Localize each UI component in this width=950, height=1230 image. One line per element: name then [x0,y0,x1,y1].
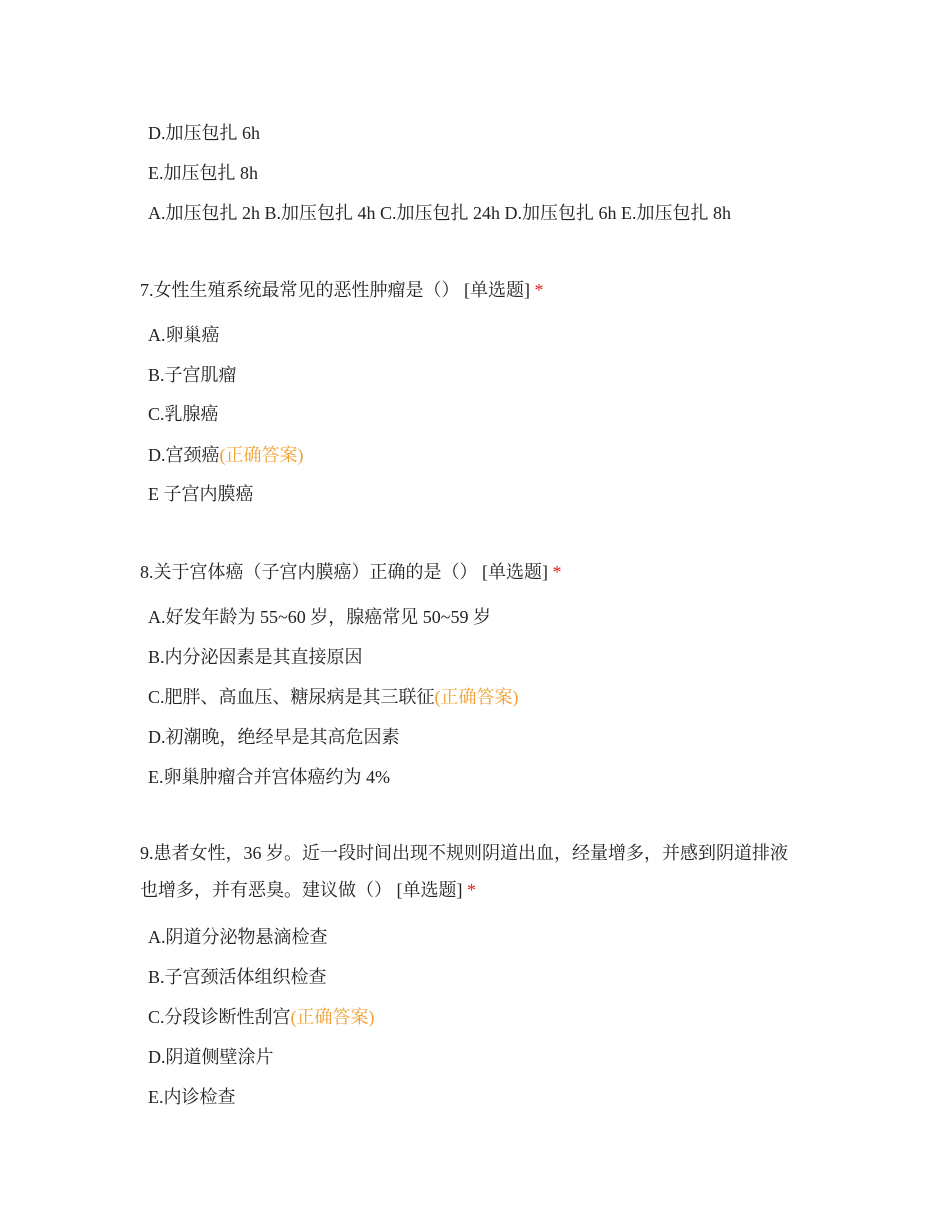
q7-option-c[interactable]: C.乳腺癌 [148,404,219,424]
prev-option-e: E.加压包扎 8h [148,163,258,183]
q7-option-b[interactable]: B.子宫肌瘤 [148,365,237,385]
q7-option-a[interactable]: A.卵巢癌 [148,325,220,345]
q9-option-e[interactable]: E.内诊检查 [148,1087,236,1107]
option-text: D.宫颈癌 [148,445,220,465]
q7-option-d[interactable] [148,443,304,467]
option-text: C.肥胖、高血压、糖尿病是其三联征 [148,687,435,707]
question-7-title [140,278,544,302]
correct-answer-tag: (正确答案) [219,445,304,465]
correct-answer-tag: (正确答案) [434,687,519,707]
question-text: 也增多，并有恶臭。建议做（） [单选题] [140,880,463,900]
q8-option-d[interactable]: D.初潮晚，绝经早是其高危因素 [148,727,400,747]
option-text: C.分段诊断性刮宫 [148,1007,291,1027]
question-8-title [140,560,562,584]
q8-option-b[interactable]: B.内分泌因素是其直接原因 [148,647,363,667]
required-mark: * [534,280,544,300]
question-text: 7.女性生殖系统最常见的恶性肿瘤是（） [单选题] [140,280,530,300]
prev-options-summary: A.加压包扎 2h B.加压包扎 4h C.加压包扎 24h D.加压包扎 6h E.加压包扎 8h [148,203,732,223]
q7-option-e[interactable]: E 子宫内膜癌 [148,484,254,504]
q9-option-a[interactable]: A.阴道分泌物悬滴检查 [148,927,328,947]
question-text: 8.关于宫体癌（子宫内膜癌）正确的是（） [单选题] [140,562,548,582]
question-9-title-line2 [140,878,476,902]
q9-option-b[interactable]: B.子宫颈活体组织检查 [148,967,327,987]
question-9-title-line1: 9.患者女性，36 岁。近一段时间出现不规则阴道出血，经量增多，并感到阴道排液 [140,843,788,863]
prev-option-d: D.加压包扎 6h [148,123,260,143]
correct-answer-tag: (正确答案) [290,1007,375,1027]
q9-option-c[interactable] [148,1005,375,1029]
q9-option-d[interactable]: D.阴道侧壁涂片 [148,1047,274,1067]
q8-option-e[interactable]: E.卵巢肿瘤合并宫体癌约为 4% [148,767,390,787]
q8-option-c[interactable] [148,685,519,709]
required-mark: * [467,880,476,900]
q8-option-a[interactable]: A.好发年龄为 55~60 岁，腺癌常见 50~59 岁 [148,607,491,627]
required-mark: * [552,562,562,582]
